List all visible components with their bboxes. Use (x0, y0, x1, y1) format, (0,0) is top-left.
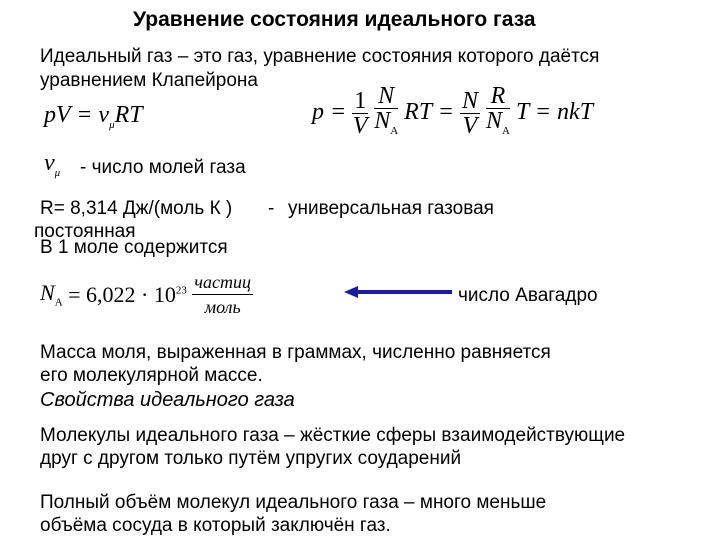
gas-constant-desc-1: универсальная газовая (288, 198, 494, 219)
property-1-line-1: Молекулы идеального газа – жёсткие сферы взаимодействующие (40, 425, 626, 446)
moles-description: - число молей газа (80, 157, 246, 178)
fraction-na: $N_A$ (374, 108, 399, 137)
moles-mu: μ (54, 166, 61, 179)
fraction-v: V (352, 112, 368, 139)
fraction-n2: N (461, 87, 478, 114)
pressure-nkt: = nkT (534, 98, 594, 125)
avogadro-unit-fraction (192, 270, 253, 319)
property-2-line-1: Полный объём молекул идеального газа – много меньше (40, 492, 547, 513)
intro-line-2: уравнением Клапейрона (40, 70, 258, 91)
clapeyron-mu: μ (109, 118, 115, 131)
avogadro-value: = $6,022 \cdot 10^{23}$ (68, 281, 187, 307)
page-title: Уравнение состояния идеального газа (133, 8, 536, 31)
gas-constant-value: R= 8,314 Дж/(моль К ) (40, 198, 233, 219)
moles-symbol (44, 150, 60, 179)
avogadro-label: число Авагадро (458, 285, 598, 306)
avogadro-exponent: 23 (175, 284, 187, 297)
fraction-r: R (486, 84, 510, 109)
molar-mass-line-2: его молекулярной массе. (40, 365, 263, 386)
pressure-t: T (515, 98, 529, 125)
pressure-formula (312, 84, 593, 143)
clapeyron-nu: ν (98, 102, 110, 128)
properties-heading: Свойства идеального газа (40, 389, 295, 411)
fraction-n-over-na (374, 84, 398, 143)
property-2-line-2: объёма сосуда в который заключён газ. (40, 515, 391, 536)
fraction-r-over-na (486, 84, 510, 143)
avogadro-n: $N_A$ (40, 280, 63, 309)
clapeyron-left: pV = (44, 102, 99, 128)
arrow-icon (342, 284, 454, 300)
pressure-p-eq: p = (312, 98, 347, 125)
fraction-one: 1 (354, 87, 367, 114)
fraction-v2: V (462, 112, 478, 139)
property-1-line-2: друг с другом только путём упругих соударений (40, 448, 462, 469)
fraction-na2: $N_A$ (485, 108, 510, 137)
molar-mass-line-1: Масса моля, выраженная в граммах, численно равняется (40, 342, 551, 363)
avogadro-unit-den: моль (204, 297, 241, 317)
fraction-n-over-v (460, 89, 480, 138)
fraction-one-over-v (352, 89, 368, 138)
fraction-n: N (374, 84, 398, 109)
clapeyron-formula (44, 102, 143, 131)
gas-constant-desc-2: постоянная (34, 221, 136, 242)
intro-line-1: Идеальный газ – это газ, уравнение состояния которого даётся (40, 46, 600, 67)
avogadro-formula (40, 270, 253, 319)
one-mole-text: В 1 моле содержится (40, 237, 228, 258)
moles-nu: ν (44, 150, 55, 176)
pressure-rt-eq: RT = (404, 98, 454, 125)
gas-constant-dash: - (268, 198, 275, 219)
clapeyron-right: RT (114, 102, 143, 128)
avogadro-unit-num: частиц (192, 270, 253, 295)
